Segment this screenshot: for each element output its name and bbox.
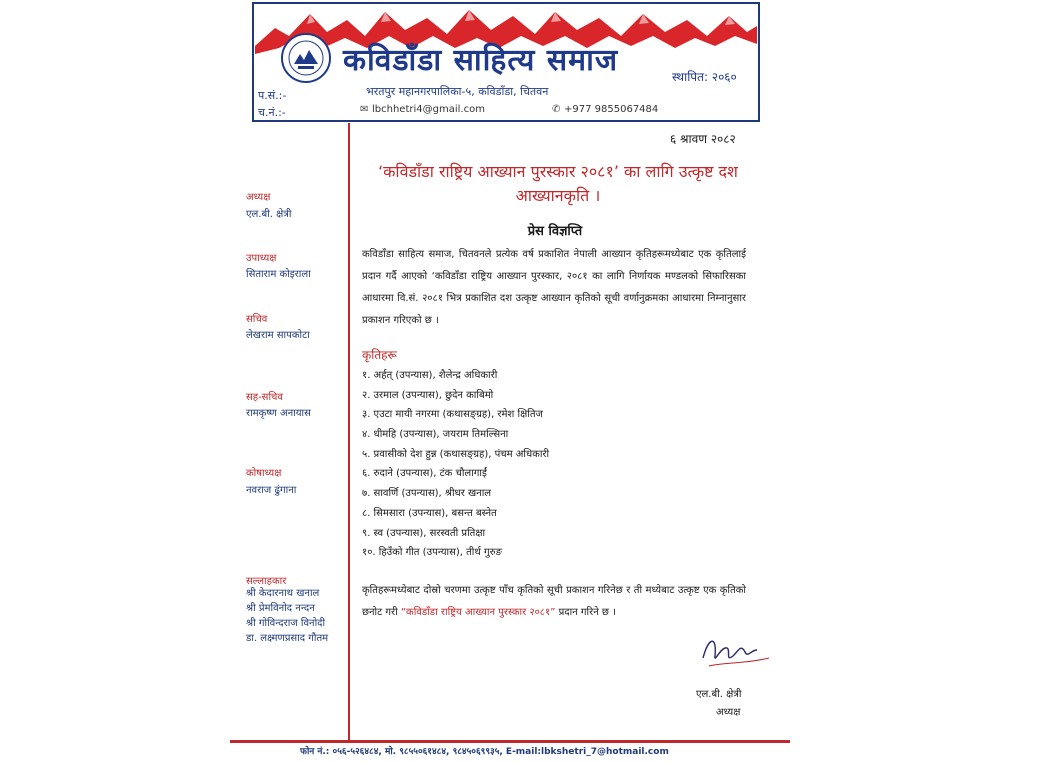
list-item: ६. रुदाने (उपन्यास), टंक चौलागाईं (362, 468, 487, 480)
vertical-divider (348, 123, 350, 741)
signer-title: अध्यक्ष (716, 707, 741, 718)
reference-number-label: प.सं.:- (258, 89, 287, 102)
member-name: एल.बी. क्षेत्री (246, 209, 292, 220)
member-title: उपाध्यक्ष (246, 253, 277, 264)
closing-text: कृतिहरूमध्येबाट दोस्रो चरणमा उत्कृष्ट पाँच कृतिको सूची प्रकाशन गरिनेछ र ती मध्येबाट उत्कृष्ट एक कृतिको छनोट गरी (362, 585, 746, 618)
organization-address: भरतपुर महानगरपालिका-५, कविडाँडा, चितवन (366, 85, 549, 98)
footer-divider (230, 740, 790, 743)
header-email: lbchhetri4@gmail.com (372, 104, 485, 115)
advisor-name: डा. लक्ष्मणप्रसाद गौतम (246, 633, 329, 644)
email-icon: ✉ (360, 104, 369, 115)
press-release-title: प्रेस विज्ञप्ति (527, 224, 583, 239)
phone-icon: ✆ (552, 104, 561, 115)
member-title: सचिव (246, 314, 268, 325)
award-name-highlight: “कविडाँडा राष्ट्रिय आख्यान पुरस्कार २०८१” (400, 607, 556, 618)
advisor-name: श्री गोविन्दराज विनोदी (246, 618, 326, 629)
list-item: २. उरमाल (उपन्यास), छुदेन काबिमो (362, 389, 494, 401)
list-item: ३. एउटा मायी नगरमा (कथासङ्ग्रह), रमेश क्षितिज (362, 409, 543, 421)
list-item: ५. प्रवासीको देश हुन्न (कथासङ्ग्रह), पंचम अधिकारी (362, 448, 550, 460)
list-item: १०. हिउँको गीत (उपन्यास), तीर्थ गुरुङ (362, 547, 502, 559)
member-name: नवराज ढुंगाना (246, 485, 297, 496)
list-item: १. अर्हत् (उपन्यास), शैलेन्द्र अधिकारी (362, 370, 498, 381)
member-name: लेखराम सापकोटा (246, 330, 310, 341)
advisors-list (246, 586, 328, 646)
signature (695, 628, 775, 678)
list-item: ९. स्व (उपन्यास), सरस्वती प्रतिक्षा (362, 527, 486, 539)
list-item: ४. धीमहि (उपन्यास), जयराम तिमल्सिना (362, 429, 509, 441)
list-item: ८. सिमसारा (उपन्यास), बसन्त बस्नेत (362, 507, 497, 519)
organization-name: कविडाँडा साहित्य समाज (343, 43, 619, 78)
member-name: रामकृष्ण अनायास (246, 408, 311, 419)
works-list (362, 366, 742, 563)
closing-paragraph (362, 580, 746, 624)
closing-text-end: प्रदान गरिने छ । (555, 607, 616, 618)
member-title: सह-सचिव (246, 392, 283, 403)
advisors-title: सल्लाहकार (246, 576, 287, 587)
headline: ‘कविडाँडा राष्ट्रिय आख्यान पुरस्कार २०८१’ का लागि उत्कृष्ट दश आख्यानकृति । (378, 162, 738, 205)
advisor-name: श्री केदारनाथ खनाल (246, 588, 320, 599)
list-item: ७. सावर्णि (उपन्यास), श्रीधर खनाल (362, 488, 492, 500)
member-title: अध्यक्ष (246, 192, 271, 203)
footer-contact: फोन नं.: ०५६-५२६४८४, मो. ९८५५०६१४८४, ९८४५०६९९३५, E-mail:lbkshetri_7@hotmail.com (300, 747, 669, 757)
intro-paragraph: कविडाँडा साहित्य समाज, चितवनले प्रत्येक वर्ष प्रकाशित नेपाली आख्यान कृतिहरूमध्येबाट एक कृतिलाई प्रदान गर्दै आएको ‘कविडाँडा राष्ट्रिय आख्यान पुरस्कार, २०८१ का लागि निर्णायक मण्डलको सिफारिसका आधारमा वि.सं. २०८१ भित्र प्रकाशित दश उत्कृष्ट आख्यान कृतिको सूची वर्णानुक्रमका आधारमा निम्नानुसार प्रकाशन गरिएको छ । (362, 249, 746, 326)
established-year: स्थापित: २०६० (672, 70, 737, 84)
dispatch-number-label: च.नं.:- (258, 106, 286, 119)
member-name: सिताराम कोइराला (246, 269, 311, 280)
organization-seal-icon (280, 32, 332, 84)
header-phone: +977 9855067484 (564, 104, 659, 115)
member-title: कोषाध्यक्ष (246, 468, 282, 479)
signer-name: एल.बी. क्षेत्री (696, 689, 742, 700)
letter-date: ६ श्रावण २०८२ (670, 132, 736, 146)
advisor-name: श्री प्रेमविनोद नन्दन (246, 603, 315, 614)
works-heading: कृतिहरू (362, 348, 397, 362)
